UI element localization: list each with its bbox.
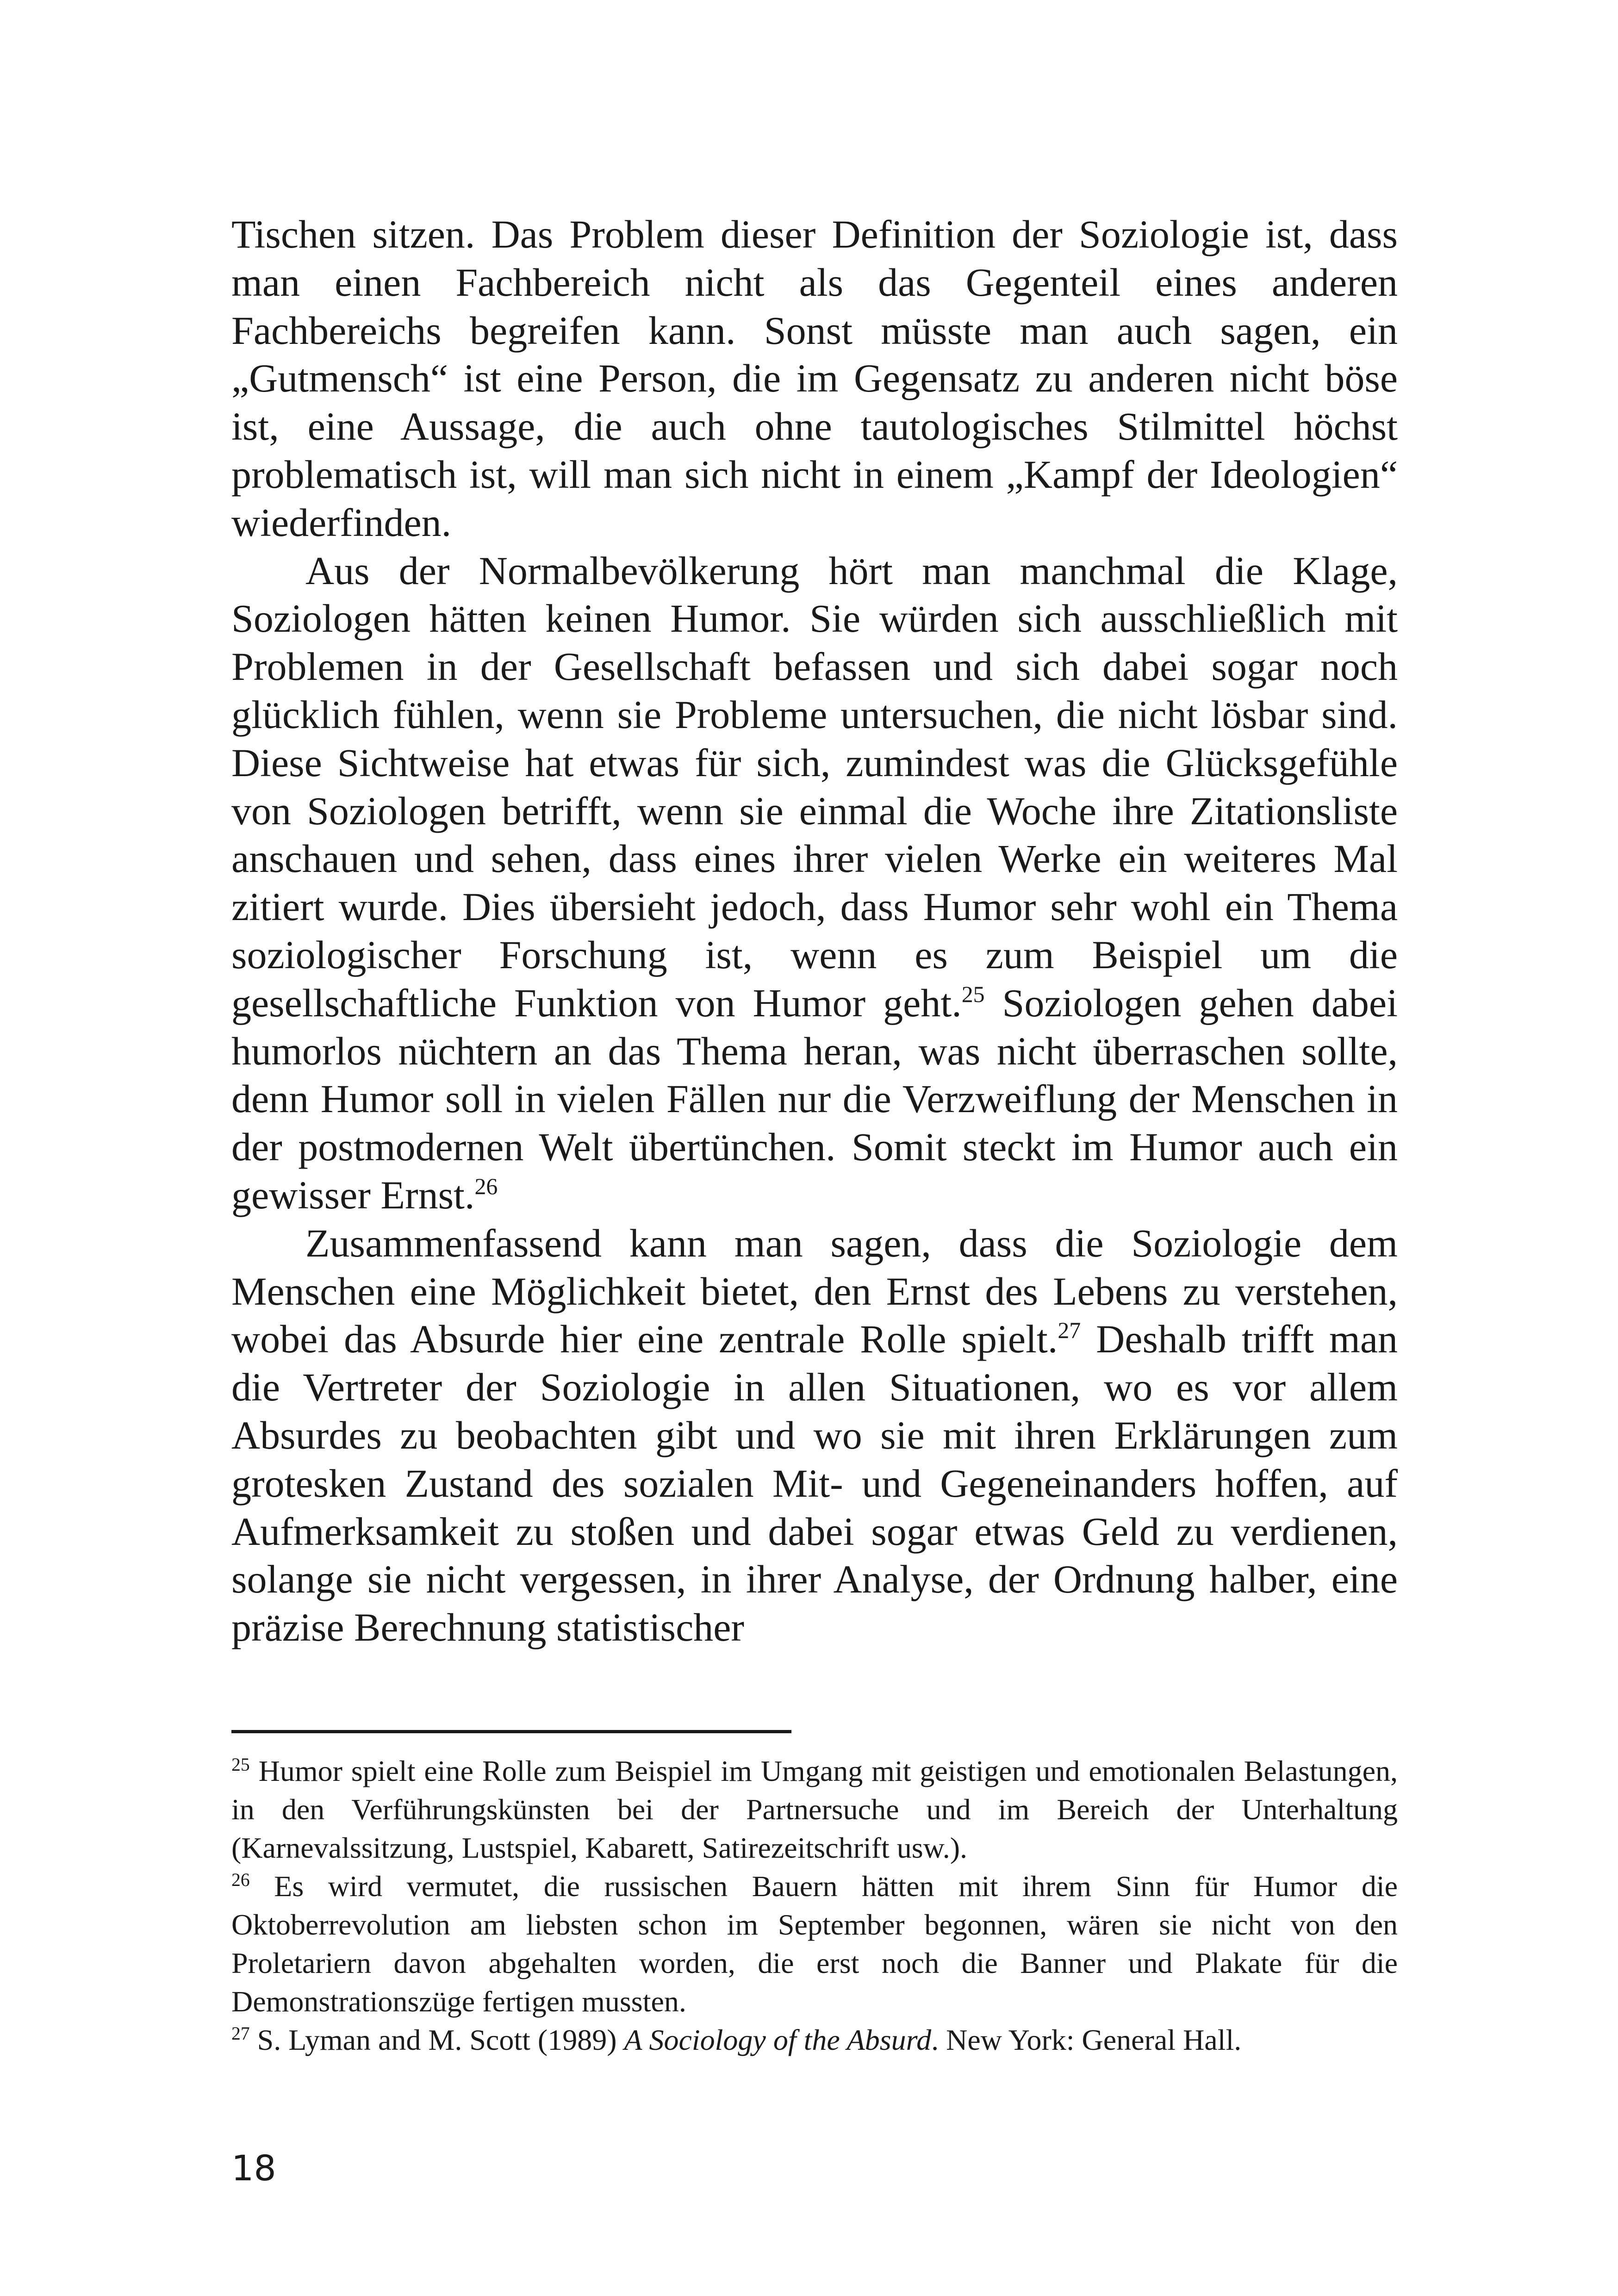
- paragraph-1: [231, 211, 1398, 547]
- footnote-number: 26: [231, 1870, 250, 1891]
- paragraph-3: [231, 1220, 1398, 1652]
- paragraph-2-text-b: Soziologen gehen dabei humorlos nüchtern an das Thema heran, was nicht überraschen sollte, denn Humor soll in vielen Fällen nur die Verzweiflung der Menschen in der postmodernen Welt übertünchen. Somit steckt im Humor auch ein gewisser Ernst.: [231, 980, 1398, 1217]
- footnote-separator: [231, 1730, 791, 1733]
- footnote-text: Es wird vermutet, die russischen Bauern hätten mit ihrem Sinn für Humor die Oktoberrevolution am liebsten schon im September begonnen, wären sie nicht von den Proletariern davon abgehalten worden, die erst noch die Banner und Plakate für die Demonstrationszüge fertigen mussten.: [231, 1870, 1398, 2018]
- footnote-ref-27[interactable]: 27: [1058, 1318, 1081, 1344]
- footnote-ref-25[interactable]: 25: [961, 981, 985, 1007]
- main-text: [231, 211, 1398, 1652]
- footnote-number: 27: [231, 2023, 250, 2044]
- footnote-26: [231, 1867, 1398, 2021]
- paragraph-3-text-b: Deshalb trifft man die Vertreter der Soziologie in allen Situationen, wo es vor allem Absurdes zu beobachten gibt und wo sie mit ihren Erklärungen zum grotesken Zustand des sozialen Mit- und Gegeneinanders hoffen, auf Aufmerksamkeit zu stoßen und dabei sogar etwas Geld zu verdienen, solange sie nicht vergessen, in ihrer Analyse, der Ordnung halber, eine präzise Berechnung statistischer: [231, 1317, 1398, 1650]
- footnote-text: Humor spielt eine Rolle zum Beispiel im Umgang mit geistigen und emotionalen Belastungen, in den Verführungskünsten bei der Partnersuche und im Bereich der Unterhaltung (Karnevalssitzung, Lustspiel, Kabarett, Satirezeitschrift usw.).: [231, 1755, 1398, 1864]
- paragraph-1-text: Tischen sitzen. Das Problem dieser Definition der Soziologie ist, dass man einen Fachbereich nicht als das Gegenteil eines anderen Fachbereichs begreifen kann. Sonst müsste man auch sagen, ein „Gutmensch“ ist eine Person, die im Gegensatz zu anderen nicht böse ist, eine Aussage, die auch ohne tautologisches Stilmittel höchst problematisch ist, will man sich nicht in einem „Kampf der Ideologien“ wiederfinden.: [231, 212, 1398, 545]
- paragraph-3-text-a: Zusammenfassend kann man sagen, dass die Soziologie dem Menschen eine Möglichkeit bietet, den Ernst des Lebens zu verstehen, wobei das Absurde hier eine zentrale Rolle spielt.: [231, 1220, 1398, 1362]
- footnote-number: 25: [231, 1755, 250, 1775]
- footnote-27: [231, 2021, 1398, 2059]
- page-number: 18: [231, 2147, 276, 2189]
- footnote-25: [231, 1752, 1398, 1867]
- footnote-ref-26[interactable]: 26: [474, 1174, 498, 1200]
- paragraph-2-text-a: Aus der Normalbevölkerung hört man manchmal die Klage, Soziologen hätten keinen Humor. Sie würden sich ausschließlich mit Problemen in der Gesellschaft befassen und sich dabei sogar noch glücklich fühlen, wenn sie Probleme untersuchen, die nicht lösbar sind. Diese Sichtweise hat etwas für sich, zumindest was die Glücksgefühle von Soziologen betrifft, wenn sie einmal die Woche ihre Zitationsliste anschauen und sehen, dass eines ihrer vielen Werke ein weiteres Mal zitiert wurde. Dies übersieht jedoch, dass Humor sehr wohl ein Thema soziologischer Forschung ist, wenn es zum Beispiel um die gesellschaftliche Funktion von Humor geht.: [231, 548, 1398, 1025]
- footnotes: [231, 1752, 1398, 2059]
- book-title: A Sociology of the Absurd: [624, 2023, 932, 2056]
- footnote-text: . New York: General Hall.: [931, 2023, 1242, 2056]
- paragraph-2: [231, 547, 1398, 1220]
- page-body: [231, 211, 1398, 1652]
- footnote-text: S. Lyman and M. Scott (1989): [249, 2023, 624, 2056]
